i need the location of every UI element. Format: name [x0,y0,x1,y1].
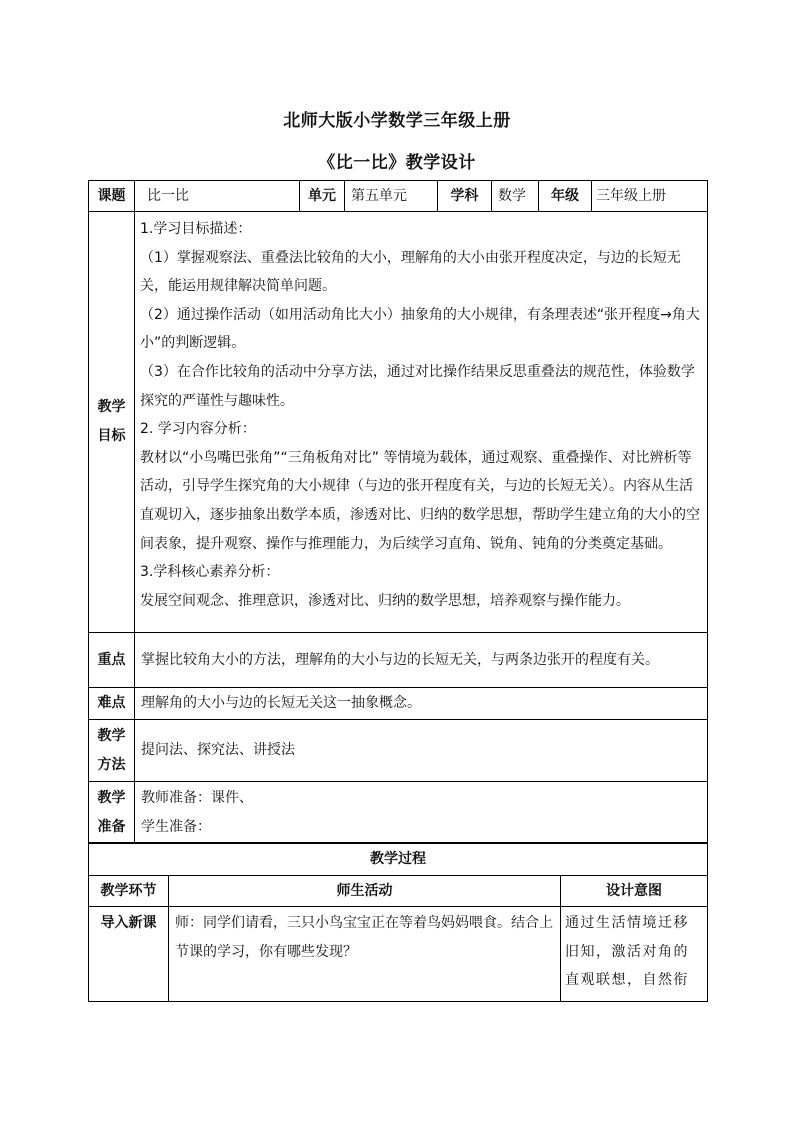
unit-value: 第五单元 [345,181,438,212]
objective-line: 2. 学习内容分析： [140,421,256,438]
process-table [88,842,708,1002]
objectives-content [135,212,708,633]
grade-label: 年级 [539,181,592,212]
method-text: 提问法、探究法、讲授法 [135,720,708,782]
subject-label: 学科 [438,181,492,212]
objective-line: （2）通过操作活动（如用活动角比大小）抽象角的大小规律，有条理表述“张开程度→角大小”的判断逻辑。 [140,306,700,352]
document-subtitle: 《比一比》教学设计 [318,153,476,173]
objective-line: （1）掌握观察法、重叠法比较角的大小，理解角的大小由张开程度决定，与边的长短无关，能运用规律解决简单问题。 [140,249,681,295]
activity-cell: 师：同学们请看，三只小鸟宝宝正在等着鸟妈妈喂食。结合上节课的学习，你有哪些发现？ [169,907,561,1002]
objectives-label-line-2: 目标 [97,428,126,444]
objective-line: 发展空间观念、推理意识，渗透对比、归纳的数学思想，培养观察与操作能力。 [140,592,630,609]
key-point-text: 掌握比较角大小的方法，理解角的大小与边的长短无关，与两条边张开的程度有关。 [135,633,708,688]
method-label-line-1: 教学 [97,727,126,744]
document-title: 北师大版小学数学三年级上册 [283,111,511,131]
difficulty-label: 难点 [89,688,135,720]
objective-line: （3）在合作比较角的活动中分享方法，通过对比操作结果反思重叠法的规范性，体验数学探究的严谨性与趣味性。 [140,363,695,409]
objective-line: 1.学习目标描述： [140,221,252,237]
prep-row [89,782,708,844]
key-point-row [89,633,708,688]
prep-label [89,782,135,844]
prep-label-line-2: 准备 [97,818,126,835]
col-stage-header: 教学环节 [89,876,169,907]
objectives-label-line-1: 教学 [97,399,126,416]
process-title-row [89,843,708,876]
process-row [89,907,708,1002]
prep-content [135,782,708,844]
col-intent-header: 设计意图 [561,876,708,907]
key-point-label: 重点 [89,633,135,688]
unit-label: 单元 [300,181,345,212]
lesson-info-table [88,180,708,844]
objectives-label [89,212,135,633]
stage-cell: 导入新课 [89,907,169,1002]
objectives-row [89,212,708,633]
process-title: 教学过程 [89,843,708,876]
process-header-row [89,876,708,907]
difficulty-text: 理解角的大小与边的长短无关这一抽象概念。 [135,688,708,720]
grade-value: 三年级上册 [592,181,708,212]
topic-label: 课题 [89,181,135,212]
difficulty-row [89,688,708,720]
col-activity-header: 师生活动 [169,876,561,907]
method-row [89,720,708,782]
method-label-line-2: 方法 [97,756,126,773]
prep-label-line-1: 教学 [97,789,126,806]
objective-line: 3.学科核心素养分析： [140,564,280,581]
header-row [89,181,708,212]
topic-value: 比一比 [135,181,300,212]
prep-student: 学生准备： [141,818,211,835]
prep-teacher: 教师准备：课件、 [141,789,253,806]
objective-line: 教材以“小鸟嘴巴张角”“三角板角对比” 等情境为载体，通过观察、重叠操作、对比辨析等活动，引导学生探究角的大小规律（与边的张开程度有关，与边的长短无关）。内容从生活直观切入，逐步抽象出数学本质，渗透对比、归纳的数学思想，帮助学生建立角的大小的空间表象，提升观察、操作与推理能力，为后续学习直角、锐角、钝角的分类奠定基础。 [140,449,700,552]
subject-value: 数学 [492,181,539,212]
method-label [89,720,135,782]
intent-cell: 通过生活情境迁移旧知，激活对角的直观联想，自然衔 [561,907,708,1002]
